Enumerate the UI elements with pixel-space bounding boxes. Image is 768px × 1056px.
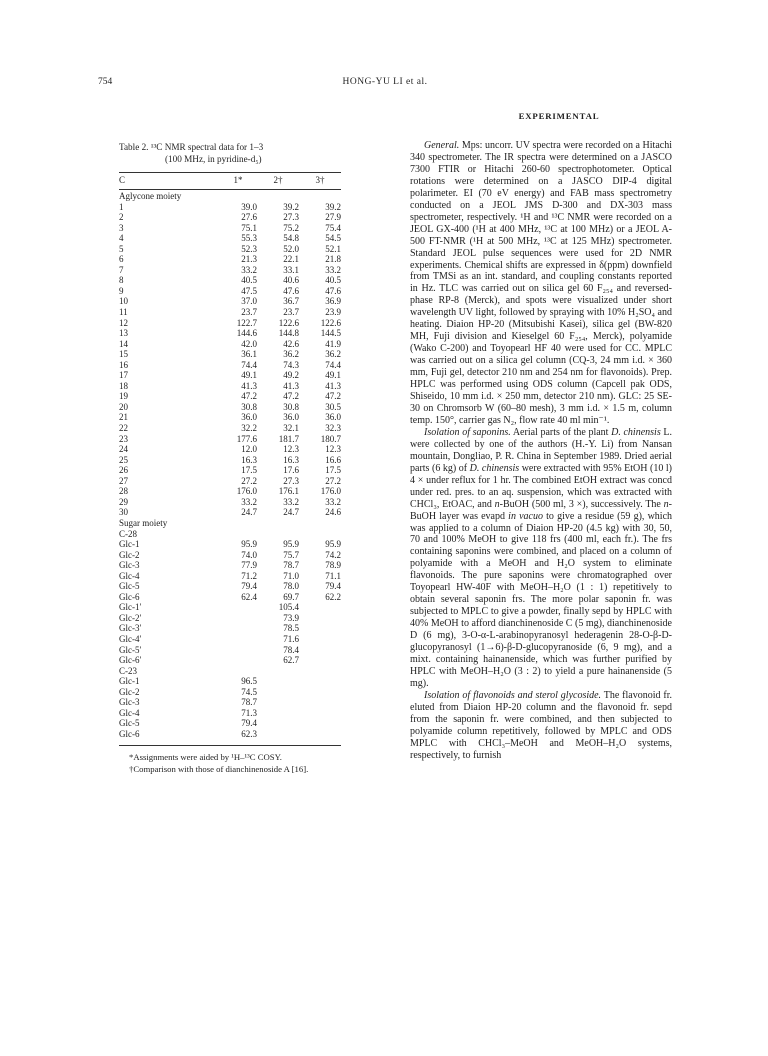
value-cell: 39.2	[283, 201, 299, 212]
row-label-cell: 26	[119, 465, 128, 476]
value-cell: 77.9	[241, 560, 257, 571]
row-label-cell: 11	[119, 307, 128, 318]
table-row	[119, 592, 341, 603]
value-cell: 79.4	[325, 581, 341, 592]
value-cell: 36.1	[241, 349, 257, 360]
value-cell: 22.1	[283, 254, 299, 265]
value-cell	[257, 687, 299, 698]
value-cell	[219, 529, 257, 540]
table-row	[119, 729, 341, 740]
value-cell: 78.5	[283, 623, 299, 634]
value-cell: 55.3	[241, 233, 257, 244]
table-row	[119, 370, 341, 381]
value-cell: 49.2	[283, 370, 299, 381]
italic-term: in vacuo	[508, 510, 543, 522]
row-label-cell: 14	[119, 338, 128, 349]
table-row	[119, 339, 341, 350]
row-label-cell: 6	[119, 254, 124, 265]
value-cell: 12.3	[283, 444, 299, 455]
value-cell: 122.6	[278, 317, 299, 328]
table-row	[119, 402, 341, 413]
value-cell: 78.7	[241, 697, 257, 708]
value-cell: 17.6	[283, 465, 299, 476]
row-label-cell: Aglycone moiety	[119, 191, 182, 201]
table-row	[119, 465, 341, 476]
paragraph-text: -BuOH (500 ml, 3 ×), successively. The	[499, 498, 664, 510]
value-cell: 71.6	[283, 633, 299, 644]
paragraph-lead: General.	[424, 140, 460, 151]
row-label-cell: Glc-1	[119, 676, 140, 687]
value-cell: 23.7	[283, 307, 299, 318]
value-cell: 79.4	[241, 581, 257, 592]
value-cell: 17.5	[325, 465, 341, 476]
row-label-cell: 25	[119, 454, 128, 465]
value-cell: 69.7	[283, 591, 299, 602]
table-row	[119, 634, 341, 645]
value-cell	[299, 191, 341, 202]
value-cell: 40.5	[325, 275, 341, 286]
value-cell	[257, 191, 299, 202]
row-label-cell: 19	[119, 391, 128, 402]
value-cell	[299, 518, 341, 529]
row-label-cell: 21	[119, 412, 128, 423]
table-row	[119, 244, 341, 255]
column-header: 2†	[273, 175, 283, 185]
value-cell: 52.1	[325, 243, 341, 254]
paragraph-text: Mps: uncorr. UV spectra were recorded on a Hitachi 340 spectrometer. The IR spectra were determined on a JASCO 7300 FTIR or Hitachi 260-60 spectrophotometer. Optical rotations were determined on a JASCO DIP-4 digital polarimeter. EI (70 eV energy) and FAB mass spectrometry conducted on a JEOL JMS D-300 and DX-303 mass spectrometer, respectively. ¹H and ¹³C NMR were recorded on a JEOL GX-400 (¹H at 400 MHz, ¹³C at 100 MHz) or a JEOL A-500 FT-NMR (¹H at 500 MHz, ¹³C at 125 MHz) spectrometer. Standard JEOL pulse sequences were used for 2D NMR experiments. Chemical shifts are expressed in δ(ppm) downfield from TMSi as an int. standard, and coupling constants reported in Hz. TLC was carried out on silica gel 60 F₂₅₄ and reversed-phase RP-8 (Merck), and spots were visualized under short wavelength UV light, followed by spraying with 10% H₂SO₄ and heating. Diaion HP-20 (Mitsubishi Kasei), silica gel (BW-820 MH, Fuji division and Kieselgel 60 F₂₅₄, Merck), polyamide (Wako C-200) and Toyopearl HF 40 were used for CC. MPLC was carried out on a silica gel column (CQ-3, 24 mm i.d. × 360 mm, Fuji gel, detector 210 nm and 254 nm for flavonoids). Prep. HPLC was performed using ODS column (Capcell pak ODS, Shiseido, 10 mm i.d. × 250 mm, detector 210 nm). GLC: 25 SE-30 on Chromsorb W (60–80 mesh), 3 mm i.d. × 1.5 m, column temp. 150°, carrier gas N₂, flow rate 40 ml min⁻¹.	[410, 140, 672, 426]
value-cell: 74.0	[241, 549, 257, 560]
value-cell: 41.3	[325, 380, 341, 391]
value-cell: 27.3	[283, 212, 299, 223]
value-cell: 32.1	[283, 423, 299, 434]
value-cell: 62.3	[241, 728, 257, 739]
value-cell: 39.2	[325, 201, 341, 212]
value-cell: 24.7	[283, 507, 299, 518]
value-cell: 96.5	[241, 676, 257, 687]
value-cell	[299, 687, 341, 698]
table-row	[119, 381, 341, 392]
value-cell: 54.5	[325, 233, 341, 244]
table-row	[119, 444, 341, 455]
row-label-cell: 23	[119, 433, 128, 444]
value-cell: 47.5	[241, 285, 257, 296]
row-label-cell: 9	[119, 285, 124, 296]
row-label-cell: 30	[119, 507, 128, 518]
row-label-cell: 27	[119, 475, 128, 486]
value-cell: 36.2	[283, 349, 299, 360]
table-row	[119, 412, 341, 423]
table-row	[119, 507, 341, 518]
row-label-cell: 1	[119, 201, 124, 212]
row-label-cell: Glc-3	[119, 560, 140, 571]
paragraph-text: The flavonoid fr. eluted from Diaion HP-20 column and the flavonoid fr. sepd from the saponin fr. were combined, and then subjected to polyamide column repetitively, followed by MPLC and ODS MPLC with CHCl₃–MeOH and MeOH–H₂O systems, respectively, to furnish	[410, 689, 672, 761]
row-label-cell: Glc-5′	[119, 644, 142, 655]
value-cell: 27.9	[325, 212, 341, 223]
column-header: 1*	[233, 175, 243, 185]
value-cell	[219, 191, 257, 202]
row-label-cell: Glc-6	[119, 728, 140, 739]
paragraph-lead: Isolation of saponins.	[424, 426, 511, 438]
table-row	[119, 212, 341, 223]
value-cell	[219, 602, 257, 613]
row-label-cell: 12	[119, 317, 128, 328]
table-row	[119, 486, 341, 497]
value-cell: 33.2	[241, 264, 257, 275]
paragraph-text: were extracted with 95% EtOH (10 l) 4 × under reflux for 1 hr. The combined EtOH extract was concd under red. pres. to an aq. suspension, which was extracted with CHCl₃, EtOAC, and	[410, 462, 672, 510]
value-cell: 33.2	[325, 496, 341, 507]
value-cell: 24.7	[241, 507, 257, 518]
row-label-cell: Glc-1′	[119, 602, 142, 613]
paragraph-text: L. were collected by one of the authors (H.-Y. Li) from Nansan mountain, Dongliao, P. R. China in September 1989. Dried aerial parts (6 kg) of	[410, 426, 672, 474]
value-cell: 74.2	[325, 549, 341, 560]
value-cell: 75.7	[283, 549, 299, 560]
value-cell: 41.3	[283, 380, 299, 391]
value-cell: 49.1	[241, 370, 257, 381]
value-cell	[219, 634, 257, 645]
row-label-cell: 7	[119, 264, 124, 275]
value-cell: 47.2	[241, 391, 257, 402]
row-label-cell: Glc-4′	[119, 633, 142, 644]
value-cell	[299, 729, 341, 740]
row-label-cell: Glc-2′	[119, 612, 142, 623]
paragraph-lead: Isolation of flavonoids and sterol glycoside.	[424, 689, 602, 701]
value-cell: 21.8	[325, 254, 341, 265]
row-label-cell: 15	[119, 349, 128, 360]
value-cell: 52.0	[283, 243, 299, 254]
row-label-cell: Glc-5	[119, 718, 140, 729]
table-row	[119, 254, 341, 265]
value-cell: 62.2	[325, 591, 341, 602]
value-cell	[299, 602, 341, 613]
table-row	[119, 613, 341, 624]
italic-prefix: n	[494, 498, 500, 510]
table-row	[119, 529, 341, 540]
table-row	[119, 623, 341, 634]
row-label-cell: Sugar moiety	[119, 517, 168, 528]
table-row	[119, 550, 341, 561]
table-footnote: †Comparison with those of dianchinenoside A [16].	[129, 763, 309, 774]
species-name: D. chinensis	[469, 462, 520, 474]
value-cell	[219, 655, 257, 666]
value-cell: 37.0	[241, 296, 257, 307]
row-label-cell: Glc-1	[119, 539, 140, 550]
value-cell: 36.7	[283, 296, 299, 307]
table-row	[119, 708, 341, 719]
value-cell: 176.0	[320, 486, 341, 497]
value-cell	[299, 645, 341, 656]
value-cell: 54.8	[283, 233, 299, 244]
row-label-cell: Glc-6′	[119, 655, 142, 666]
value-cell: 75.2	[283, 222, 299, 233]
value-cell: 180.7	[320, 433, 341, 444]
paragraph-general	[410, 140, 672, 427]
value-cell: 42.6	[283, 338, 299, 349]
value-cell	[219, 613, 257, 624]
value-cell: 95.9	[325, 539, 341, 550]
row-label-cell: 3	[119, 222, 124, 233]
value-cell: 21.3	[241, 254, 257, 265]
value-cell: 36.9	[325, 296, 341, 307]
value-cell: 79.4	[241, 718, 257, 729]
value-cell	[299, 655, 341, 666]
value-cell: 176.1	[278, 486, 299, 497]
section-heading-experimental: EXPERIMENTAL	[518, 111, 600, 121]
row-label-cell: 24	[119, 444, 128, 455]
value-cell: 27.3	[283, 475, 299, 486]
value-cell: 62.7	[283, 655, 299, 666]
value-cell: 122.7	[236, 317, 257, 328]
value-cell: 36.2	[325, 349, 341, 360]
table-caption	[119, 141, 341, 165]
value-cell: 95.9	[241, 539, 257, 550]
row-label-cell: 17	[119, 370, 128, 381]
value-cell: 27.2	[325, 475, 341, 486]
table-row	[119, 328, 341, 339]
nmr-data-table	[119, 173, 341, 739]
value-cell	[299, 623, 341, 634]
column-header: C	[119, 175, 126, 185]
table-row	[119, 233, 341, 244]
value-cell: 52.3	[241, 243, 257, 254]
table-row	[119, 318, 341, 329]
column-header: 3†	[315, 175, 325, 185]
value-cell	[257, 518, 299, 529]
value-cell	[257, 729, 299, 740]
value-cell: 47.2	[325, 391, 341, 402]
table-row	[119, 360, 341, 371]
table-caption-line1: Table 2. ¹³C NMR spectral data for 1–3	[119, 142, 264, 152]
table-row	[119, 676, 341, 687]
species-name: D. chinensis	[611, 426, 661, 438]
value-cell: 36.0	[325, 412, 341, 423]
value-cell: 41.9	[325, 338, 341, 349]
value-cell	[299, 676, 341, 687]
table-row	[119, 539, 341, 550]
paragraph-isolation-saponins	[410, 427, 672, 690]
value-cell: 74.4	[325, 359, 341, 370]
value-cell: 177.6	[236, 433, 257, 444]
table-row	[119, 697, 341, 708]
row-label-cell: 2	[119, 212, 124, 223]
value-cell: 33.2	[241, 496, 257, 507]
value-cell: 30.8	[241, 401, 257, 412]
value-cell: 49.1	[325, 370, 341, 381]
value-cell	[299, 708, 341, 719]
value-cell: 23.9	[325, 307, 341, 318]
value-cell	[299, 634, 341, 645]
value-cell: 71.2	[241, 570, 257, 581]
value-cell	[299, 718, 341, 729]
table-row	[119, 655, 341, 666]
value-cell: 33.2	[283, 496, 299, 507]
row-label-cell: 16	[119, 359, 128, 370]
row-label-cell: Glc-6	[119, 591, 140, 602]
value-cell: 32.2	[241, 423, 257, 434]
value-cell	[257, 697, 299, 708]
value-cell: 40.5	[241, 275, 257, 286]
nmr-table-block	[119, 141, 341, 775]
value-cell: 23.7	[241, 307, 257, 318]
table-row	[119, 275, 341, 286]
table-header-rule	[119, 189, 341, 190]
paragraph-text: to give a residue (59 g), which was applied to a column of Diaion HP-20 (4.5 kg) with 30, 50, 70 and 100% MeOH to give 118 frs (400 ml, each fr.). The frs containing saponins were combined, and placed on a column of polyamide with a MeOH and H₂O system to eliminate flavonoids. The pure saponins were chromatographed over Toyopearl HW-40F with MeOH–H₂O (1 : 1) repetitively to obtain several saponin frs. The more polar saponin fr. was subjected to MPLC to give a powder, finally sepd by HPLC with 40% MeOH to afford dianchinenoside C (5 mg), dianchinenoside D (6 mg), 3-O-α-L-arabinopyranosyl hederagenin 28-O-β-D-glucopyranosyl (1→6)-β-D-glucopyranoside (6, 9 mg), and a mixt. containing hainanenside, which was further purified by HPLC with MeOH–H₂O (3 : 2) to yield a pure hainanenside (5 mg).	[410, 510, 673, 689]
value-cell: 78.0	[283, 581, 299, 592]
value-cell: 30.8	[283, 401, 299, 412]
table-header-row	[119, 173, 341, 187]
value-cell	[219, 623, 257, 634]
table-row	[119, 666, 341, 677]
table-footnotes	[119, 752, 341, 775]
row-label-cell: 13	[119, 328, 128, 339]
value-cell	[257, 666, 299, 677]
value-cell: 47.2	[283, 391, 299, 402]
row-label-cell: 22	[119, 423, 128, 434]
table-row	[119, 434, 341, 445]
table-bottom-rule	[119, 745, 341, 746]
row-label-cell: Glc-4	[119, 707, 140, 718]
value-cell: 16.3	[241, 454, 257, 465]
row-label-cell: C-28	[119, 528, 137, 539]
value-cell: 74.3	[283, 359, 299, 370]
table-row	[119, 307, 341, 318]
value-cell: 71.1	[325, 570, 341, 581]
value-cell: 144.8	[278, 328, 299, 339]
table-row	[119, 296, 341, 307]
value-cell	[257, 708, 299, 719]
value-cell: 32.3	[325, 423, 341, 434]
value-cell: 47.6	[325, 285, 341, 296]
value-cell: 41.3	[241, 380, 257, 391]
table-row	[119, 476, 341, 487]
table-row	[119, 223, 341, 234]
experimental-body	[410, 140, 672, 762]
italic-prefix: n	[663, 498, 669, 510]
table-caption-line2: (100 MHz, in pyridine-d₅)	[165, 154, 262, 164]
value-cell: 42.0	[241, 338, 257, 349]
value-cell	[219, 645, 257, 656]
value-cell: 24.6	[325, 507, 341, 518]
value-cell: 122.6	[320, 317, 341, 328]
value-cell: 71.3	[241, 707, 257, 718]
value-cell	[257, 718, 299, 729]
table-body	[119, 191, 341, 739]
value-cell	[219, 518, 257, 529]
value-cell: 39.0	[241, 201, 257, 212]
running-head: HONG-YU LI et al.	[342, 77, 428, 87]
table-row	[119, 560, 341, 571]
value-cell: 71.0	[283, 570, 299, 581]
table-row	[119, 349, 341, 360]
value-cell: 73.9	[283, 612, 299, 623]
value-cell: 17.5	[241, 465, 257, 476]
value-cell: 40.6	[283, 275, 299, 286]
value-cell: 16.6	[325, 454, 341, 465]
value-cell	[257, 676, 299, 687]
value-cell: 27.6	[241, 212, 257, 223]
value-cell: 36.0	[241, 412, 257, 423]
value-cell: 30.5	[325, 401, 341, 412]
value-cell	[299, 666, 341, 677]
row-label-cell: 8	[119, 275, 124, 286]
table-row	[119, 497, 341, 508]
row-label-cell: Glc-2	[119, 549, 140, 560]
row-label-cell: 4	[119, 233, 124, 244]
value-cell: 78.4	[283, 644, 299, 655]
value-cell: 36.0	[283, 412, 299, 423]
value-cell: 74.4	[241, 359, 257, 370]
value-cell: 47.6	[283, 285, 299, 296]
value-cell: 12.3	[325, 444, 341, 455]
row-label-cell: C-23	[119, 665, 137, 676]
page-number: 754	[98, 77, 113, 87]
table-row	[119, 687, 341, 698]
value-cell	[299, 697, 341, 708]
table-row	[119, 423, 341, 434]
table-row	[119, 455, 341, 466]
row-label-cell: Glc-5	[119, 581, 140, 592]
table-row	[119, 286, 341, 297]
table-row	[119, 391, 341, 402]
row-label-cell: Glc-3	[119, 697, 140, 708]
paragraph-isolation-flavonoids	[410, 690, 672, 762]
value-cell	[299, 529, 341, 540]
value-cell: 78.9	[325, 560, 341, 571]
value-cell: 144.5	[320, 328, 341, 339]
value-cell: 27.2	[241, 475, 257, 486]
value-cell: 144.6	[236, 328, 257, 339]
value-cell	[219, 666, 257, 677]
value-cell: 105.4	[278, 602, 299, 613]
value-cell	[257, 529, 299, 540]
row-label-cell: 5	[119, 243, 124, 254]
value-cell: 16.3	[283, 454, 299, 465]
value-cell: 78.7	[283, 560, 299, 571]
table-row	[119, 602, 341, 613]
table-row	[119, 202, 341, 213]
value-cell: 74.5	[241, 686, 257, 697]
table-row	[119, 581, 341, 592]
table-row	[119, 718, 341, 729]
row-label-cell: Glc-3′	[119, 623, 142, 634]
paragraph-text: Aerial parts of the plant	[510, 426, 612, 438]
table-row	[119, 645, 341, 656]
row-label-cell: Glc-2	[119, 686, 140, 697]
table-row	[119, 265, 341, 276]
table-row	[119, 571, 341, 582]
value-cell: 62.4	[241, 591, 257, 602]
value-cell	[299, 613, 341, 624]
row-label-cell: 28	[119, 486, 128, 497]
table-footnote: *Assignments were aided by ¹H–¹³C COSY.	[129, 752, 282, 763]
table-row	[119, 518, 341, 529]
row-label-cell: 20	[119, 401, 128, 412]
value-cell: 75.1	[241, 222, 257, 233]
table-row	[119, 191, 341, 202]
row-label-cell: Glc-4	[119, 570, 140, 581]
value-cell: 33.2	[325, 264, 341, 275]
value-cell: 75.4	[325, 222, 341, 233]
row-label-cell: 29	[119, 496, 128, 507]
value-cell: 33.1	[283, 264, 299, 275]
value-cell: 176.0	[236, 486, 257, 497]
value-cell: 12.0	[241, 444, 257, 455]
row-label-cell: 18	[119, 380, 128, 391]
value-cell: 181.7	[278, 433, 299, 444]
row-label-cell: 10	[119, 296, 128, 307]
value-cell: 95.9	[283, 539, 299, 550]
paragraph-text: -BuOH layer was evapd	[410, 498, 672, 522]
